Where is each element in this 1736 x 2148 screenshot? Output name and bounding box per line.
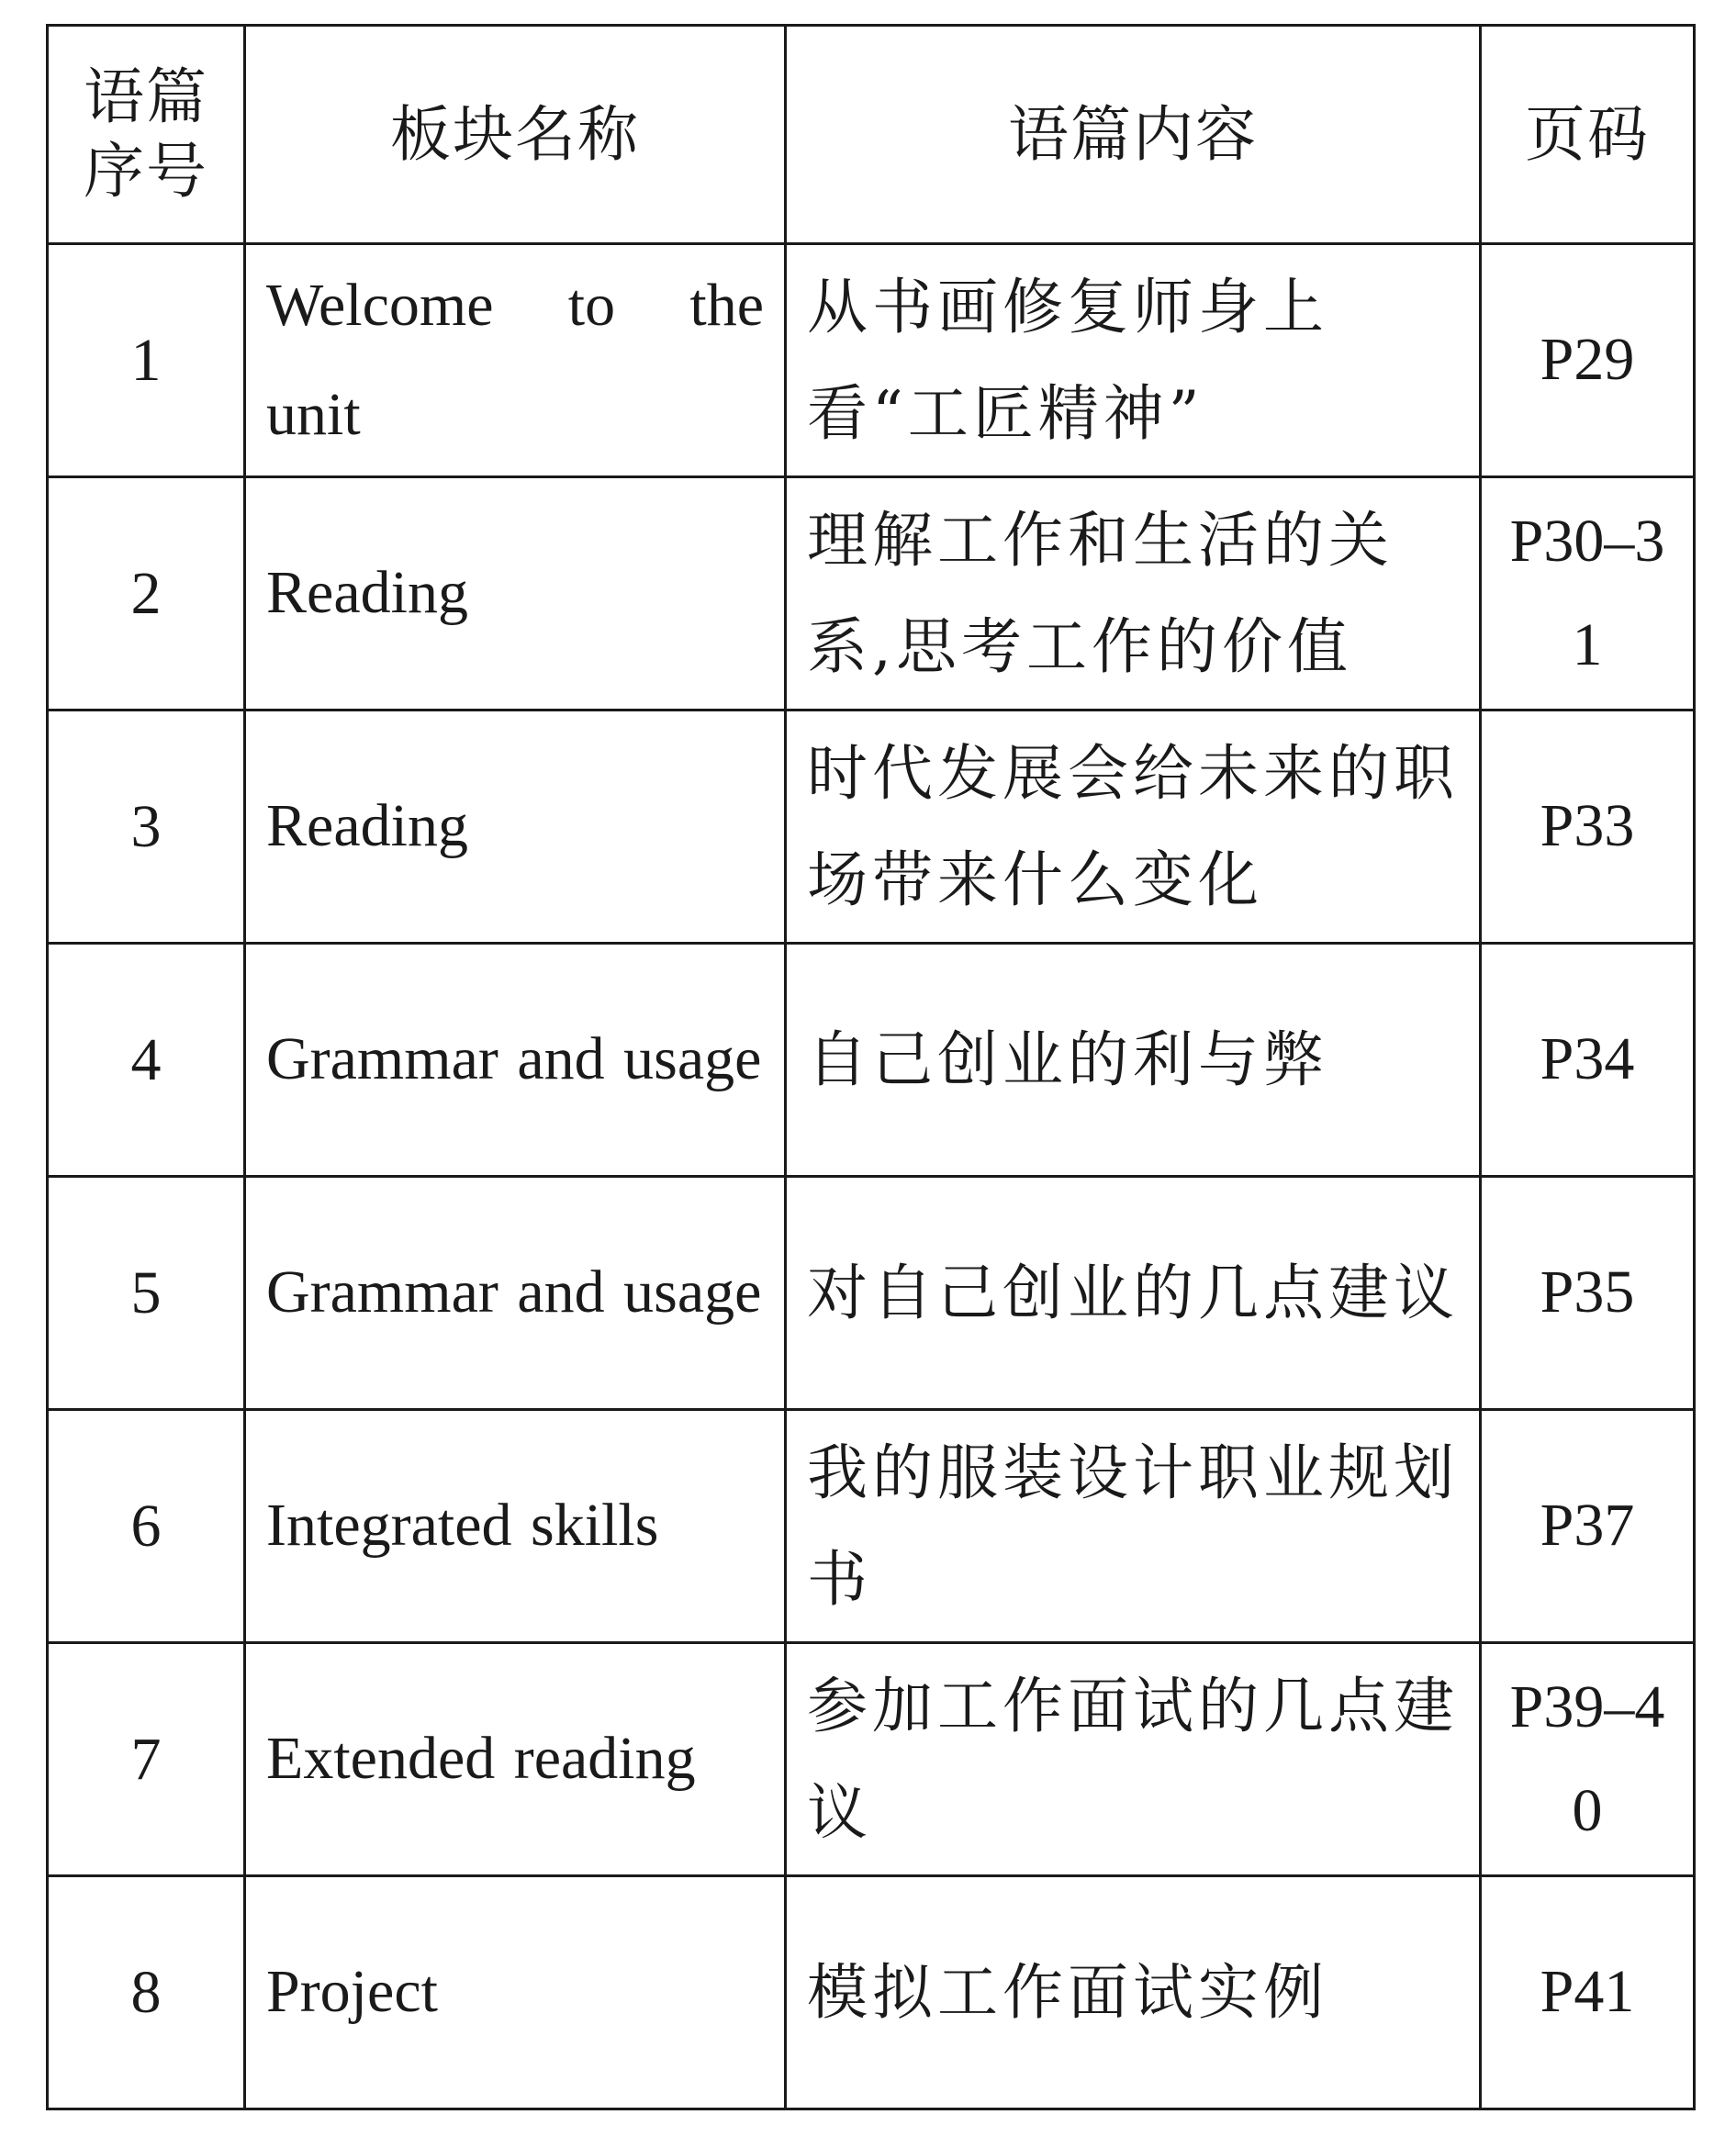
row-content: 自己创业的利与弊 [786, 944, 1481, 1177]
table-row [48, 1876, 1695, 2109]
row-content: 对自己创业的几点建议 [786, 1177, 1481, 1410]
row-section: Reading [245, 710, 786, 944]
row-section: Grammar and usage [245, 944, 786, 1177]
table-row [48, 944, 1695, 1177]
row-section: Integrated skills [245, 1410, 786, 1643]
content-table [46, 24, 1696, 2110]
row-number: 6 [48, 1410, 245, 1643]
row-page: P39–40 [1481, 1643, 1695, 1876]
table-row [48, 1643, 1695, 1876]
row-content: 理解工作和生活的关系,思考工作的价值 [786, 477, 1481, 710]
table-row [48, 477, 1695, 710]
row-content: 我的服装设计职业规划书 [786, 1410, 1481, 1643]
row-page: P30–31 [1481, 477, 1695, 710]
header-content: 语篇内容 [786, 26, 1481, 244]
row-section: Extended reading [245, 1643, 786, 1876]
table-row [48, 1410, 1695, 1643]
table-row [48, 710, 1695, 944]
row-content: 时代发展会给未来的职场带来什么变化 [786, 710, 1481, 944]
row-page: P29 [1481, 244, 1695, 477]
row-section: Reading [245, 477, 786, 710]
table-row [48, 244, 1695, 477]
row-section: Project [245, 1876, 786, 2109]
table-row [48, 1177, 1695, 1410]
row-number: 4 [48, 944, 245, 1177]
row-number: 3 [48, 710, 245, 944]
row-page: P33 [1481, 710, 1695, 944]
row-page: P34 [1481, 944, 1695, 1177]
row-page: P41 [1481, 1876, 1695, 2109]
row-page: P37 [1481, 1410, 1695, 1643]
header-section: 板块名称 [245, 26, 786, 244]
row-number: 5 [48, 1177, 245, 1410]
row-section: Welcome to the unit [245, 244, 786, 477]
header-number: 语篇序号 [48, 26, 245, 244]
row-number: 2 [48, 477, 245, 710]
table-header-row [48, 26, 1695, 244]
row-page: P35 [1481, 1177, 1695, 1410]
row-content: 从书画修复师身上看“工匠精神” [786, 244, 1481, 477]
row-section: Grammar and usage [245, 1177, 786, 1410]
row-number: 1 [48, 244, 245, 477]
row-number: 7 [48, 1643, 245, 1876]
header-page: 页码 [1481, 26, 1695, 244]
row-number: 8 [48, 1876, 245, 2109]
row-content: 模拟工作面试实例 [786, 1876, 1481, 2109]
row-content: 参加工作面试的几点建议 [786, 1643, 1481, 1876]
